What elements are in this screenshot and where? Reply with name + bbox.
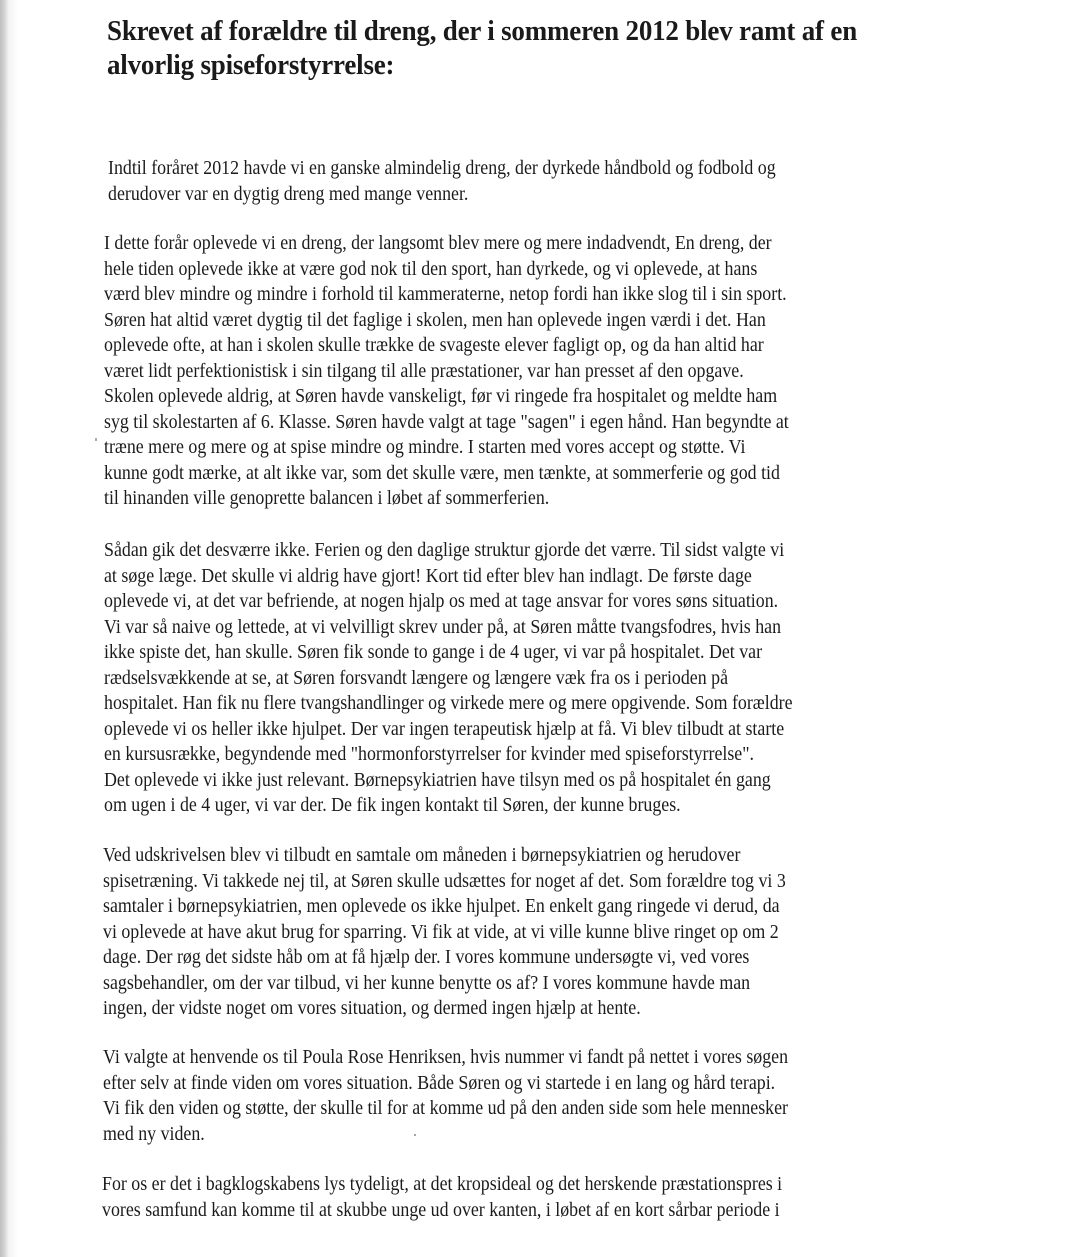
text-line: Vi valgte at henvende os til Poula Rose Henriksen, hvis nummer vi fandt på nettet i vores søgen xyxy=(103,1046,789,1068)
paragraph-intro xyxy=(108,156,945,207)
text-line: at søge læge. Det skulle vi aldrig have gjort! Kort tid efter blev han indlagt. De første dage xyxy=(104,564,752,587)
text-line: Sådan gik det desværre ikke. Ferien og den daglige struktur gjorde det værre. Til sidst valgte vi xyxy=(104,539,785,561)
paragraph-hospital xyxy=(104,538,941,819)
text-line: For os er det i bagklogskabens lys tydeligt, at det kropsideal og det herskende præstationspres i xyxy=(102,1173,783,1195)
scan-edge-fade xyxy=(8,0,18,1257)
text-line: til hinanden ville genoprette balancen i løbet af sommerferien. xyxy=(104,487,550,509)
text-line: med ny viden. xyxy=(103,1122,205,1145)
paragraph-reflection xyxy=(102,1172,939,1223)
scan-speck xyxy=(95,438,97,441)
text-line: dage. Der røg det sidste håb om at få hjælp der. I vores kommune undersøgte vi, ved vores xyxy=(103,946,750,968)
paragraph-spring xyxy=(104,231,941,512)
text-line: Indtil foråret 2012 havde vi en ganske almindelig dreng, der dyrkede håndbold og fodbold og xyxy=(108,157,776,179)
scan-speck xyxy=(414,1134,416,1136)
text-line: sagsbehandler, om der var tilbud, vi her kunne benytte os af? I vores kommune havde man xyxy=(103,971,751,994)
text-line: været lidt perfektionistisk i sin tilgang til alle præstationer, var han presset af den opgave. xyxy=(104,359,744,382)
text-line: samtaler i børnepsykiatrien, men oplevede os ikke hjulpet. En enkelt gang ringede vi derud, da xyxy=(103,895,780,917)
text-line: vi oplevede at have akut brug for sparring. Vi fik at vide, at vi ville kunne blive ringet op om 2 xyxy=(103,920,779,943)
text-line: Vi fik den viden og støtte, der skulle til for at komme ud på den anden side som hele mennesker xyxy=(103,1097,788,1119)
text-line: oplevede ofte, at han i skolen skulle trække de svageste elever fagligt op, og da han altid har xyxy=(104,334,764,356)
text-line: værd blev mindre og mindre i forhold til kammeraterne, netop fordi han ikke slog til i sin sport. xyxy=(104,283,787,305)
text-line: spisetræning. Vi takkede nej til, at Søren skulle udsættes for noget af det. Som forældre tog vi 3 xyxy=(103,869,786,892)
text-line: Vi var så naive og lettede, at vi velvilligt skrev under på, at Søren måtte tvangsfodres, hvis han xyxy=(104,615,782,638)
text-line: ikke spiste det, han skulle. Søren fik sonde to gange i de 4 uger, vi var på hospitalet. Det var xyxy=(104,641,763,663)
text-line: derudover var en dygtig dreng med mange venner. xyxy=(108,182,469,205)
text-line: kunne godt mærke, at alt ikke var, som det skulle være, men tænkte, at sommerferie og god tid xyxy=(104,461,780,484)
paragraph-discharge xyxy=(103,843,940,1022)
text-line: syg til skolestarten af 6. Klasse. Søren havde valgt at tage "sagen" i egen hånd. Han begyndte at xyxy=(104,410,789,433)
text-line: hele tiden oplevede ikke at være god nok til den sport, han dyrkede, og vi oplevede, at hans xyxy=(104,257,758,280)
text-line: træne mere og mere og at spise mindre og mindre. I starten med vores accept og støtte. Vi xyxy=(104,436,746,458)
title-line: Skrevet af forældre til dreng, der i sommeren 2012 blev ramt af en xyxy=(107,15,858,47)
text-line: Ved udskrivelsen blev vi tilbudt en samtale om måneden i børnepsykiatrien og herudover xyxy=(103,844,741,866)
text-line: oplevede vi, at det var befriende, at nogen hjalp os med at tage ansvar for vores søns situation. xyxy=(104,590,779,612)
title-line: alvorlig spiseforstyrrelse: xyxy=(107,49,395,81)
text-line: en kursusrække, begyndende med "hormonforstyrrelser for kvinder med spiseforstyrrelse". xyxy=(104,743,755,765)
paragraph-therapy xyxy=(103,1045,940,1147)
document-title xyxy=(107,14,944,82)
text-line: hospitalet. Han fik nu flere tvangshandlinger og virkede mere og mere opgivende. Som forældre xyxy=(104,692,793,714)
text-line: I dette forår oplevede vi en dreng, der langsomt blev mere og mere indadvendt, En dreng, der xyxy=(104,232,772,254)
text-line: efter selv at finde viden om vores situation. Både Søren og vi startede i en lang og hård terapi. xyxy=(103,1071,776,1094)
text-line: Det oplevede vi ikke just relevant. Børnepsykiatrien have tilsyn med os på hospitalet én gang xyxy=(104,768,771,791)
text-line: vores samfund kan komme til at skubbe unge ud over kanten, i løbet af en kort sårbar periode i xyxy=(102,1198,780,1221)
scan-edge-shadow xyxy=(0,0,8,1257)
text-line: ingen, der vidste noget om vores situation, og dermed ingen hjælp at hente. xyxy=(103,997,641,1019)
text-line: om ugen i de 4 uger, vi var der. De fik ingen kontakt til Søren, der kunne bruges. xyxy=(104,794,681,816)
text-line: Skolen oplevede aldrig, at Søren havde vanskeligt, før vi ringede fra hospitalet og meldte ham xyxy=(104,385,778,407)
text-line: Søren hat altid været dygtig til det faglige i skolen, men han oplevede ingen værdi i det. Han xyxy=(104,308,766,331)
text-line: rædselsvækkende at se, at Søren forsvandt længere og længere væk fra os i perioden på xyxy=(104,666,729,689)
text-line: oplevede vi os heller ikke hjulpet. Der var ingen terapeutisk hjælp at få. Vi blev tilbudt at starte xyxy=(104,717,785,740)
